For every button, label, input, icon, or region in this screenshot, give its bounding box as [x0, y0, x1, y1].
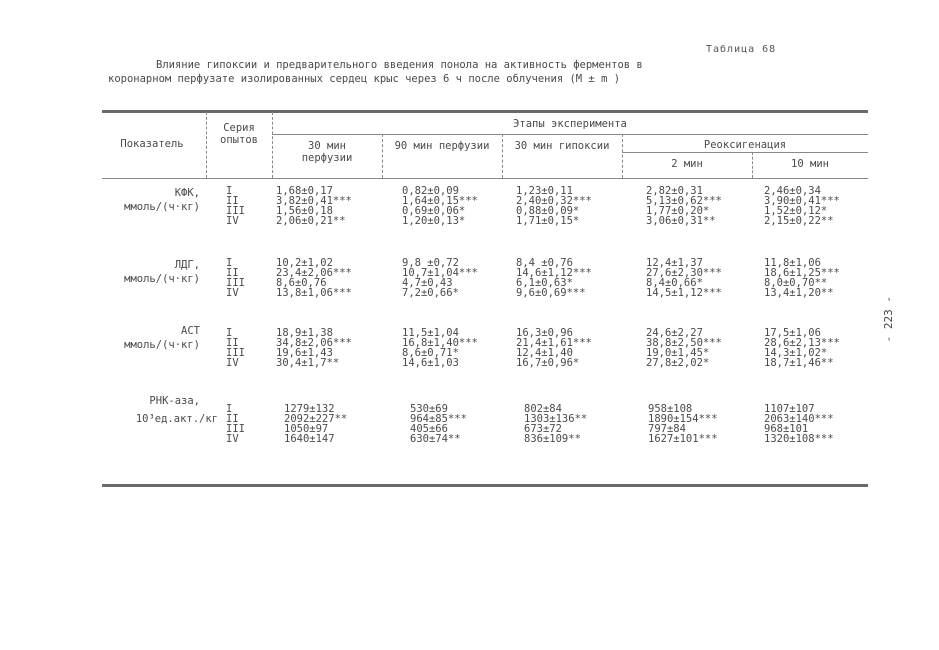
cell-values: 8,4 ±0,76 14,6±1,12*** 6,1±0,63* 9,6±0,69***	[516, 257, 592, 299]
param-name: АСТ	[181, 325, 200, 337]
header-series: Серия опытов	[220, 122, 258, 146]
cell-values: 17,5±1,06 28,6±2,13*** 14,3±1,02* 18,7±1,46**	[764, 327, 840, 369]
param-name: РНК-аза,	[149, 395, 200, 407]
caption-line-1: Влияние гипоксии и предварительного введения понола на активность ферментов в	[156, 59, 643, 71]
cell-values: 2,46±0,34 3,90±0,41*** 1,52±0,12* 2,15±0,22**	[764, 185, 840, 227]
vline-col1	[382, 134, 383, 178]
header-bottom-rule	[102, 178, 868, 179]
param-unit: ммоль/(ч·кг)	[124, 339, 200, 351]
cell-values: 11,5±1,04 16,8±1,40*** 8,6±0,71* 14,6±1,03	[402, 327, 478, 369]
cell-values: 12,4±1,37 27,6±2,30*** 8,4±0,66* 14,5±1,12***	[646, 257, 722, 299]
cell-values: 802±84 1303±136** 673±72 836±109**	[524, 403, 588, 445]
cell-values: 2,82±0,31 5,13±0,62*** 1,77±0,20* 3,06±0,31**	[646, 185, 722, 227]
stages-under-rule	[272, 134, 868, 135]
table-bottom-rule	[102, 484, 868, 487]
cell-values: 1279±132 2092±227** 1050±97 1640±147	[284, 403, 348, 445]
series-labels: I II III IV	[226, 185, 245, 227]
header-stages: Этапы эксперимента	[513, 118, 627, 130]
header-col1: 30 мин перфузии	[301, 140, 353, 164]
cell-values: 0,82±0,09 1,64±0,15*** 0,69±0,06* 1,20±0,13*	[402, 185, 478, 227]
header-col4: 2 мин	[671, 158, 703, 170]
cell-values: 24,6±2,27 38,8±2,50*** 19,0±1,45* 27,8±2,02*	[646, 327, 722, 369]
table-number: Таблица 68	[706, 44, 777, 55]
series-labels: I II III IV	[226, 403, 245, 445]
caption-line-2: коронарном перфузате изолированных сердец крыс через 6 ч после облучения (М ± m )	[108, 73, 621, 85]
cell-values: 1,23±0,11 2,40±0,32*** 0,88±0,09* 1,71±0,15*	[516, 185, 592, 227]
vline-col2	[502, 134, 503, 178]
param-unit: ммоль/(ч·кг)	[124, 201, 200, 213]
table-caption	[108, 58, 868, 86]
param-name: ЛДГ,	[174, 259, 200, 271]
header-col5: 10 мин	[791, 158, 829, 170]
header-indicator: Показатель	[120, 138, 184, 150]
cell-values: 10,2±1,02 23,4±2,06*** 8,6±0,76 13,8±1,06***	[276, 257, 352, 299]
param-unit: 10³ед.акт./кг	[135, 413, 218, 425]
table-top-rule	[102, 110, 868, 113]
cell-values: 18,9±1,38 34,8±2,06*** 19,6±1,43 30,4±1,7**	[276, 327, 352, 369]
cell-values: 16,3±0,96 21,4±1,61*** 12,4±1,40 16,7±0,96*	[516, 327, 592, 369]
header-col3: 30 мин гипоксии	[514, 140, 610, 152]
header-col2: 90 мин перфузии	[394, 140, 490, 152]
series-labels: I II III IV	[226, 257, 245, 299]
param-name: КФК,	[174, 187, 200, 199]
cell-values: 11,8±1,06 18,6±1,25*** 8,0±0,70** 13,4±1,20**	[764, 257, 840, 299]
page-number: - 223 -	[882, 296, 895, 343]
reox-under-rule	[622, 152, 868, 153]
header-reoxygenation: Реоксигенация	[703, 139, 787, 151]
cell-values: 1107±107 2063±140*** 968±101 1320±108***	[764, 403, 834, 445]
cell-values: 9,8 ±0,72 10,7±1,04*** 4,7±0,43 7,2±0,66*	[402, 257, 478, 299]
series-labels: I II III IV	[226, 327, 245, 369]
cell-values: 958±108 1890±154*** 797±84 1627±101***	[648, 403, 718, 445]
param-unit: ммоль/(ч·кг)	[124, 273, 200, 285]
cell-values: 1,68±0,17 3,82±0,41*** 1,56±0,18 2,06±0,21**	[276, 185, 352, 227]
vline-indicator	[206, 112, 207, 178]
cell-values: 530±69 964±85*** 405±66 630±74**	[410, 403, 467, 445]
